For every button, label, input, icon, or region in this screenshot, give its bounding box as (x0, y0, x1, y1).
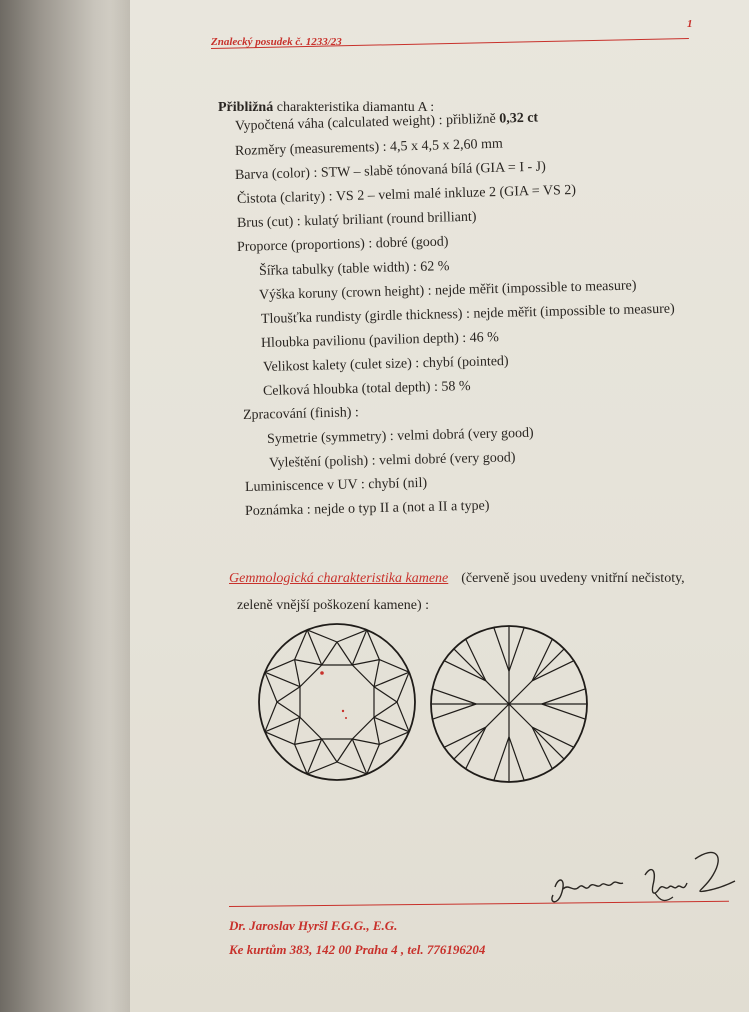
crown-facet-diagram (255, 620, 419, 784)
star-facet-edge (277, 687, 300, 702)
heading-rest: charakteristika diamantu A : (276, 100, 435, 115)
heading-bold: Přibližná (218, 100, 274, 115)
lower-girdle-edge (466, 639, 486, 681)
characteristic-value: chybí (nil) (368, 475, 428, 493)
signature (545, 845, 740, 915)
inclusion-mark (320, 671, 324, 675)
characteristic-value: chybí (pointed) (422, 353, 509, 372)
girdle-outline (259, 624, 415, 780)
inclusion-mark (345, 717, 347, 719)
characteristic-value: přibližně (445, 111, 496, 129)
star-facet-edge (322, 739, 337, 762)
characteristic-value: 58 % (441, 379, 471, 395)
star-facet-edge (277, 702, 300, 717)
gemmology-heading (229, 571, 685, 587)
inclusion-mark (342, 710, 344, 712)
characteristic-value: 62 % (420, 259, 450, 275)
characteristic-value: kulatý briliant (round brilliant) (304, 209, 477, 230)
characteristic-label: Brus (cut) : (236, 214, 301, 231)
lower-girdle-edge (532, 639, 552, 681)
lower-girdle-edge (532, 727, 552, 769)
characteristic-label: Výška koruny (crown height) : (258, 283, 432, 303)
characteristic-value: velmi dobré (very good) (378, 450, 516, 469)
lower-girdle-edge (509, 628, 524, 672)
star-facet-edge (322, 642, 337, 665)
characteristic-value: nejde o typ II a (not a II a type) (314, 498, 490, 518)
star-facet-edge (295, 739, 322, 744)
characteristic-label: Celková hloubka (total depth) : (262, 379, 439, 399)
pavilion-main-edge (509, 704, 564, 759)
lower-girdle-edge (542, 704, 586, 719)
author-name: Dr. Jaroslav Hyršl F.G.G., E.G. (229, 918, 398, 933)
characteristic-label: Poznámka : (244, 502, 311, 519)
table-facet (300, 665, 374, 739)
star-facet-edge (374, 717, 379, 744)
characteristic-value: STW – slabě tónovaná bílá (GIA = I - J) (320, 159, 546, 181)
characteristic-label: Proporce (proportions) : (236, 236, 373, 255)
star-facet-edge (352, 660, 379, 665)
gemmology-note-line1: (červeně jsou uvedeny vnitřní nečistoty, (461, 571, 685, 586)
characteristic-label: Vypočtená váha (calculated weight) : (234, 113, 443, 134)
characteristic-label: Vyleštění (polish) : (268, 453, 376, 471)
characteristic-value: nejde měřit (impossible to measure) (473, 301, 675, 322)
star-facet-edge (374, 702, 397, 717)
characteristic-label: Tloušťka rundisty (girdle thickness) : (260, 306, 471, 327)
lower-girdle-edge (532, 727, 574, 747)
gemmology-note-line2: zeleně vnější poškození kamene) : (237, 598, 430, 613)
characteristic-label: Zpracování (finish) : (242, 405, 359, 423)
lower-girdle-edge (444, 661, 486, 681)
lower-girdle-edge (466, 727, 486, 769)
characteristic-label: Rozměry (measurements) : (234, 139, 387, 159)
lower-girdle-edge (494, 628, 509, 672)
gemmology-title: Gemmologická charakteristika kamene (229, 571, 449, 586)
characteristic-label: Symetrie (symmetry) : (266, 429, 394, 447)
lower-girdle-edge (494, 737, 509, 781)
lower-girdle-edge (532, 661, 574, 681)
lower-girdle-edge (444, 727, 486, 747)
star-facet-edge (337, 739, 352, 762)
characteristic-value: nejde měřit (impossible to measure) (434, 278, 637, 299)
star-facet-edge (295, 660, 322, 665)
characteristic-value-bold: 0,32 ct (499, 110, 539, 127)
characteristic-line (243, 405, 359, 424)
pavilion-facet-diagram (427, 622, 591, 786)
star-facet-edge (295, 717, 300, 744)
characteristic-label: Čistota (clarity) : (236, 189, 333, 207)
star-facet-edge (374, 660, 379, 687)
lower-girdle-edge (433, 689, 477, 704)
characteristic-label: Hloubka pavilionu (pavilion depth) : (260, 330, 467, 351)
characteristic-value: VS 2 – velmi malé inkluze 2 (GIA = VS 2) (335, 182, 577, 205)
characteristic-label: Velikost kalety (culet size) : (262, 356, 420, 375)
lower-girdle-edge (509, 737, 524, 781)
pavilion-main-edge (454, 704, 509, 759)
characteristic-label: Luminiscence v UV : (244, 477, 366, 495)
pavilion-main-edge (454, 649, 509, 704)
characteristic-value: dobré (good) (375, 234, 449, 252)
document-title: Znalecký posudek č. 1233/23 (211, 36, 342, 48)
pavilion-main-edge (509, 649, 564, 704)
characteristic-value: 4,5 x 4,5 x 2,60 mm (389, 136, 503, 155)
star-facet-edge (352, 739, 379, 744)
characteristic-label: Šířka tabulky (table width) : (258, 259, 417, 279)
characteristic-value: velmi dobrá (very good) (397, 425, 534, 444)
star-facet-edge (374, 687, 397, 702)
characteristic-value: 46 % (469, 330, 500, 346)
star-facet-edge (295, 660, 300, 687)
star-facet-edge (337, 642, 352, 665)
characteristic-label: Barva (color) : (234, 165, 318, 183)
page-number: 1 (687, 18, 693, 30)
author-address: Ke kurtům 383, 142 00 Praha 4 , tel. 776196204 (229, 942, 486, 957)
lower-girdle-edge (542, 689, 586, 704)
lower-girdle-edge (433, 704, 477, 719)
